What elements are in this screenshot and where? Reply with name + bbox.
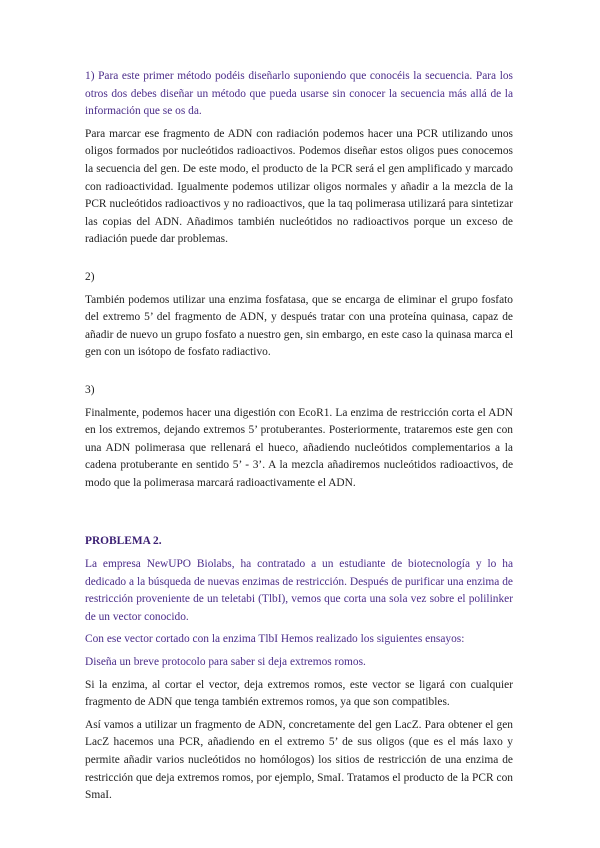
answer-ecor1-paragraph: Finalmente, podemos hacer una digestión con EcoR1. La enzima de restricción corta el ADN en los extremos, dejando extremos 5’ protuberantes. Posteriormente, trataremos este gen con una ADN polimerasa que rellenará el hueco, añadiendo nucleótidos complementarios a la cadena protuberante en sentido 5’ - 3’. A la mezcla añadiremos nucleótidos radioactivos, de modo que la polimerasa marcará radioactivamente el ADN. [85, 406, 513, 489]
answer-lacz-paragraph: Así vamos a utilizar un fragmento de ADN, concretamente del gen LacZ. Para obtener el gen LacZ hacemos una PCR, añadiendo en el extremo 5’ de sus oligos (que es el más laxo y permite añadir varios nucleótidos no homólogos) los sitios de restricción de una enzima de restricción que deja extremos romos, por ejemplo, SmaI. Tratamos el producto de la PCR con SmaI. [85, 718, 513, 802]
problem-task: Diseña un breve protocolo para saber si deja extremos romos. [85, 656, 366, 669]
answer-pcr-paragraph: Para marcar ese fragmento de ADN con radiación podemos hacer una PCR utilizando unos oligos formados por nucleótidos radioactivos. Podemos diseñar estos oligos pues conocemos la secuencia del gen. De este modo, el producto de la PCR será el gen amplificado y marcado con radioactividad. Igualmente podemos utilizar oligos normales y añadir a la mezcla de la PCR nucleótidos radioactivos y no radioactivos, que la taq polimerasa utilizará para sintetizar las copias del ADN. Añadimos también nucleótidos no radioactivos porque un exceso de radiación puede dar problemas. [85, 127, 513, 246]
item-number-2: 2) [85, 270, 95, 283]
intro-note: 1) Para este primer método podéis diseñarlo suponiendo que conocéis la secuencia. Para los otros dos debes diseñar un método que pueda usarse sin conocer la secuencia más allá de la información que se os da. [85, 70, 513, 118]
problem-statement: La empresa NewUPO Biolabs, ha contratado a un estudiante de biotecnología y lo ha dedicado a la búsqueda de nuevas enzimas de restricción. Después de purificar una enzima de restricción proveniente de un teletabi (TlbI), vemos que corta una sola vez sobre el polilinker de un vector conocido. [85, 558, 513, 623]
problem-assays: Con ese vector cortado con la enzima TlbI Hemos realizado los siguientes ensayos: [85, 633, 465, 646]
problem-heading: PROBLEMA 2. [85, 535, 162, 548]
answer-romos-paragraph: Si la enzima, al cortar el vector, deja extremos romos, este vector se ligará con cualquier fragmento de ADN que tenga también extremos romos, ya que son compatibles. [85, 678, 513, 709]
item-number-3: 3) [85, 383, 95, 396]
document-body [85, 68, 513, 805]
answer-fosfatasa-paragraph: También podemos utilizar una enzima fosfatasa, que se encarga de eliminar el grupo fosfato del extremo 5’ del fragmento de ADN, y después tratar con una proteína quinasa, capaz de añadir de nuevo un grupo fosfato a nuestro gen, sin embargo, en este caso la quinasa marca el gen con un isótopo de fosfato radiactivo. [85, 293, 513, 359]
